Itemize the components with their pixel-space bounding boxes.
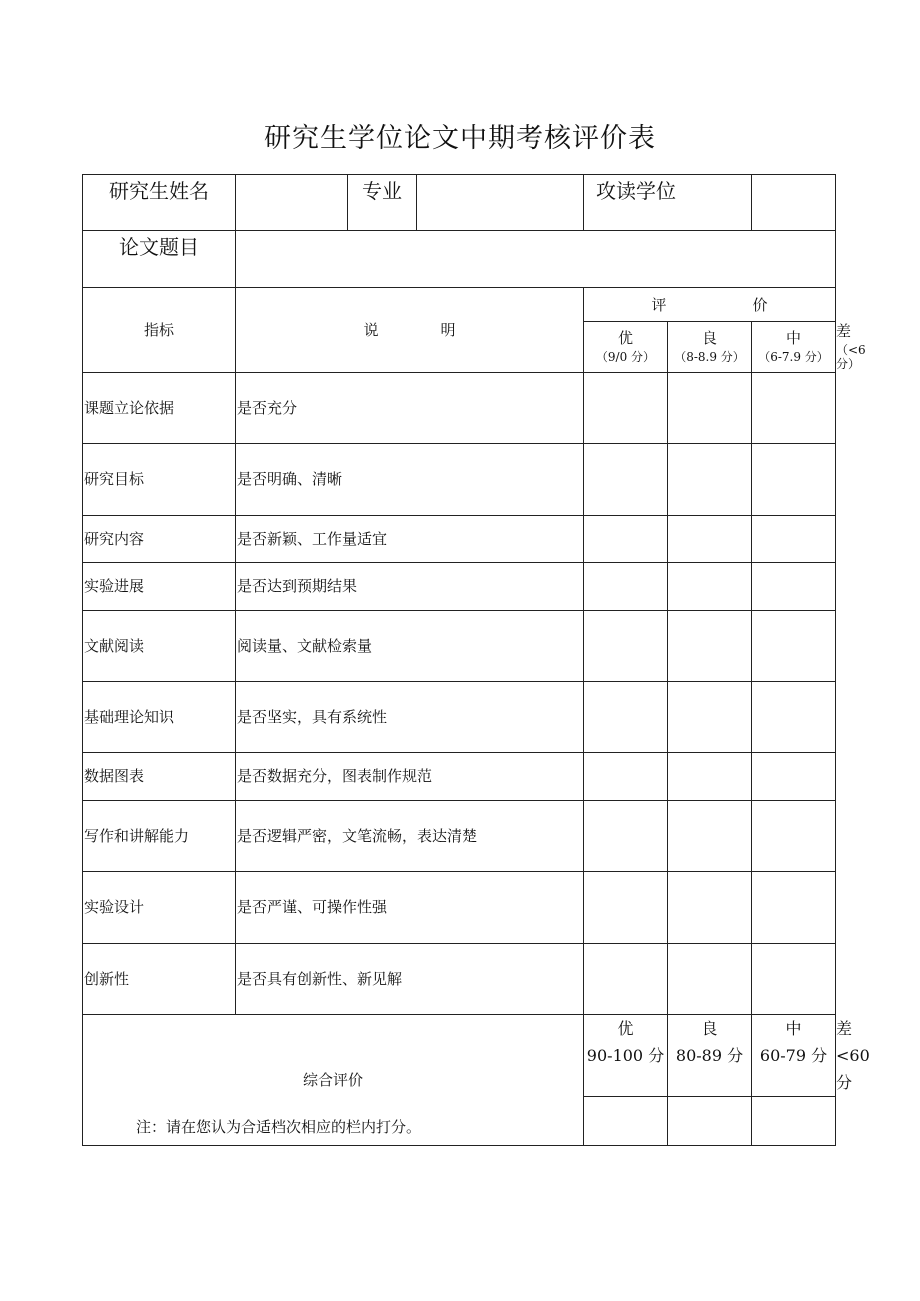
score-cell[interactable]	[668, 752, 752, 800]
major-field[interactable]	[417, 175, 584, 231]
score-cell[interactable]	[668, 871, 752, 943]
grade-range: （9/0 分）	[595, 350, 656, 365]
grade-range: （8-8.9 分）	[674, 350, 745, 365]
score-cell[interactable]	[668, 610, 752, 681]
indicator-cell: 研究内容	[83, 515, 236, 562]
grade-label: 中	[785, 329, 801, 348]
grade-fair-header	[752, 322, 836, 373]
score-cell[interactable]	[584, 443, 668, 515]
score-cell[interactable]	[752, 800, 836, 871]
desc-header-b: 明	[440, 320, 456, 339]
table-row	[83, 943, 836, 1014]
grade-label: 良	[701, 329, 717, 348]
score-cell[interactable]	[584, 515, 668, 562]
score-cell[interactable]	[668, 562, 752, 610]
grade-range: <60 分	[836, 1045, 870, 1092]
table-row	[83, 681, 836, 752]
summary-grade-fair	[752, 1014, 836, 1096]
description-cell: 是否逻辑严密，文笔流畅，表达清楚	[236, 800, 584, 871]
summary-score-cell[interactable]	[668, 1096, 752, 1145]
score-cell[interactable]	[752, 752, 836, 800]
degree-label: 攻读学位	[584, 175, 752, 231]
score-cell[interactable]	[584, 562, 668, 610]
thesis-field[interactable]	[236, 231, 836, 288]
grade-range: 80-89 分	[675, 1045, 744, 1065]
grade-label: 差	[836, 322, 852, 340]
table-row	[83, 752, 836, 800]
evaluation-header	[584, 288, 836, 322]
indicator-cell: 课题立论依据	[83, 372, 236, 443]
description-cell: 是否充分	[236, 372, 584, 443]
score-cell[interactable]	[668, 372, 752, 443]
score-cell[interactable]	[584, 800, 668, 871]
grade-label: 良	[701, 1018, 718, 1038]
grade-label: 中	[785, 1018, 802, 1038]
score-cell[interactable]	[668, 443, 752, 515]
thesis-label: 论文题目	[83, 231, 236, 288]
score-cell[interactable]	[752, 562, 836, 610]
indicator-cell: 创新性	[83, 943, 236, 1014]
grade-label: 优	[617, 329, 633, 348]
summary-score-cell[interactable]	[584, 1096, 668, 1145]
table-row	[83, 871, 836, 943]
table-row	[83, 443, 836, 515]
footnote: 注：请在您认为合适档次相应的栏内打分。	[136, 1118, 422, 1136]
score-cell[interactable]	[752, 515, 836, 562]
score-cell[interactable]	[752, 443, 836, 515]
score-cell[interactable]	[584, 943, 668, 1014]
score-cell[interactable]	[668, 515, 752, 562]
score-cell[interactable]	[752, 871, 836, 943]
name-field[interactable]	[236, 175, 348, 231]
summary-grade-good	[668, 1014, 752, 1096]
name-label: 研究生姓名	[83, 175, 236, 231]
description-cell: 是否坚实，具有系统性	[236, 681, 584, 752]
major-label: 专业	[348, 175, 417, 231]
score-cell[interactable]	[584, 752, 668, 800]
grade-excellent-header	[584, 322, 668, 373]
evaluation-table: 研究生姓名 专业 攻读学位 论文题目 指标 说 明 评 价 优 （9/0 分） 良 （8-8.9 分） 中 （6-7.9 分） 差 （<6 分） 课题立论依据 是否充分 研究目标 是否明确、清晰 研究内容 是否新颖、工作量适宜 实验进展 是否达到预期结果 文献阅读 阅读量、文献检索量 基础理论知识 是否坚实，具有系统性 数据图表 是否数据充分，图表制作规范 写作和讲解能力 是否逻辑严密，文笔流畅，表达清楚 实验设计 是否严谨、可操作性强 创新性 是否具有创新性、新见解 综合评价 优 90-100 分 良 80-89 分 中 60-79 分 差 <60 分	[82, 174, 836, 1146]
score-cell[interactable]	[668, 943, 752, 1014]
table-row	[83, 515, 836, 562]
description-cell: 阅读量、文献检索量	[236, 610, 584, 681]
description-cell: 是否具有创新性、新见解	[236, 943, 584, 1014]
indicator-cell: 研究目标	[83, 443, 236, 515]
indicator-cell: 文献阅读	[83, 610, 236, 681]
summary-label: 综合评价	[83, 1014, 584, 1145]
indicator-cell: 写作和讲解能力	[83, 800, 236, 871]
score-cell[interactable]	[752, 372, 836, 443]
indicator-cell: 数据图表	[83, 752, 236, 800]
table-row	[83, 610, 836, 681]
indicator-cell: 基础理论知识	[83, 681, 236, 752]
description-cell: 是否明确、清晰	[236, 443, 584, 515]
grade-range: 90-100 分	[586, 1045, 665, 1065]
score-cell[interactable]	[668, 681, 752, 752]
indicator-cell: 实验设计	[83, 871, 236, 943]
eval-header-a: 评	[651, 295, 667, 314]
score-cell[interactable]	[752, 681, 836, 752]
grade-range: 60-79 分	[759, 1045, 828, 1065]
score-cell[interactable]	[752, 610, 836, 681]
table-row	[83, 800, 836, 871]
description-cell: 是否数据充分，图表制作规范	[236, 752, 584, 800]
summary-grade-excellent	[584, 1014, 668, 1096]
indicator-cell: 实验进展	[83, 562, 236, 610]
grade-range: （6-7.9 分）	[758, 350, 829, 365]
form-title: 研究生学位论文中期考核评价表	[264, 123, 656, 154]
summary-score-cell[interactable]	[752, 1096, 836, 1145]
score-cell[interactable]	[668, 800, 752, 871]
score-cell[interactable]	[584, 871, 668, 943]
score-cell[interactable]	[584, 372, 668, 443]
desc-header-a: 说	[363, 320, 379, 339]
grade-label: 差	[836, 1018, 853, 1038]
score-cell[interactable]	[752, 943, 836, 1014]
degree-field[interactable]	[752, 175, 836, 231]
table-row	[83, 372, 836, 443]
description-cell: 是否达到预期结果	[236, 562, 584, 610]
description-cell: 是否严谨、可操作性强	[236, 871, 584, 943]
grade-good-header	[668, 322, 752, 373]
grade-label: 优	[617, 1018, 634, 1038]
table-row	[83, 562, 836, 610]
score-cell[interactable]	[584, 610, 668, 681]
indicator-header: 指标	[83, 288, 236, 373]
description-cell: 是否新颖、工作量适宜	[236, 515, 584, 562]
description-header	[236, 288, 584, 373]
score-cell[interactable]	[584, 681, 668, 752]
eval-header-b: 价	[752, 295, 768, 314]
